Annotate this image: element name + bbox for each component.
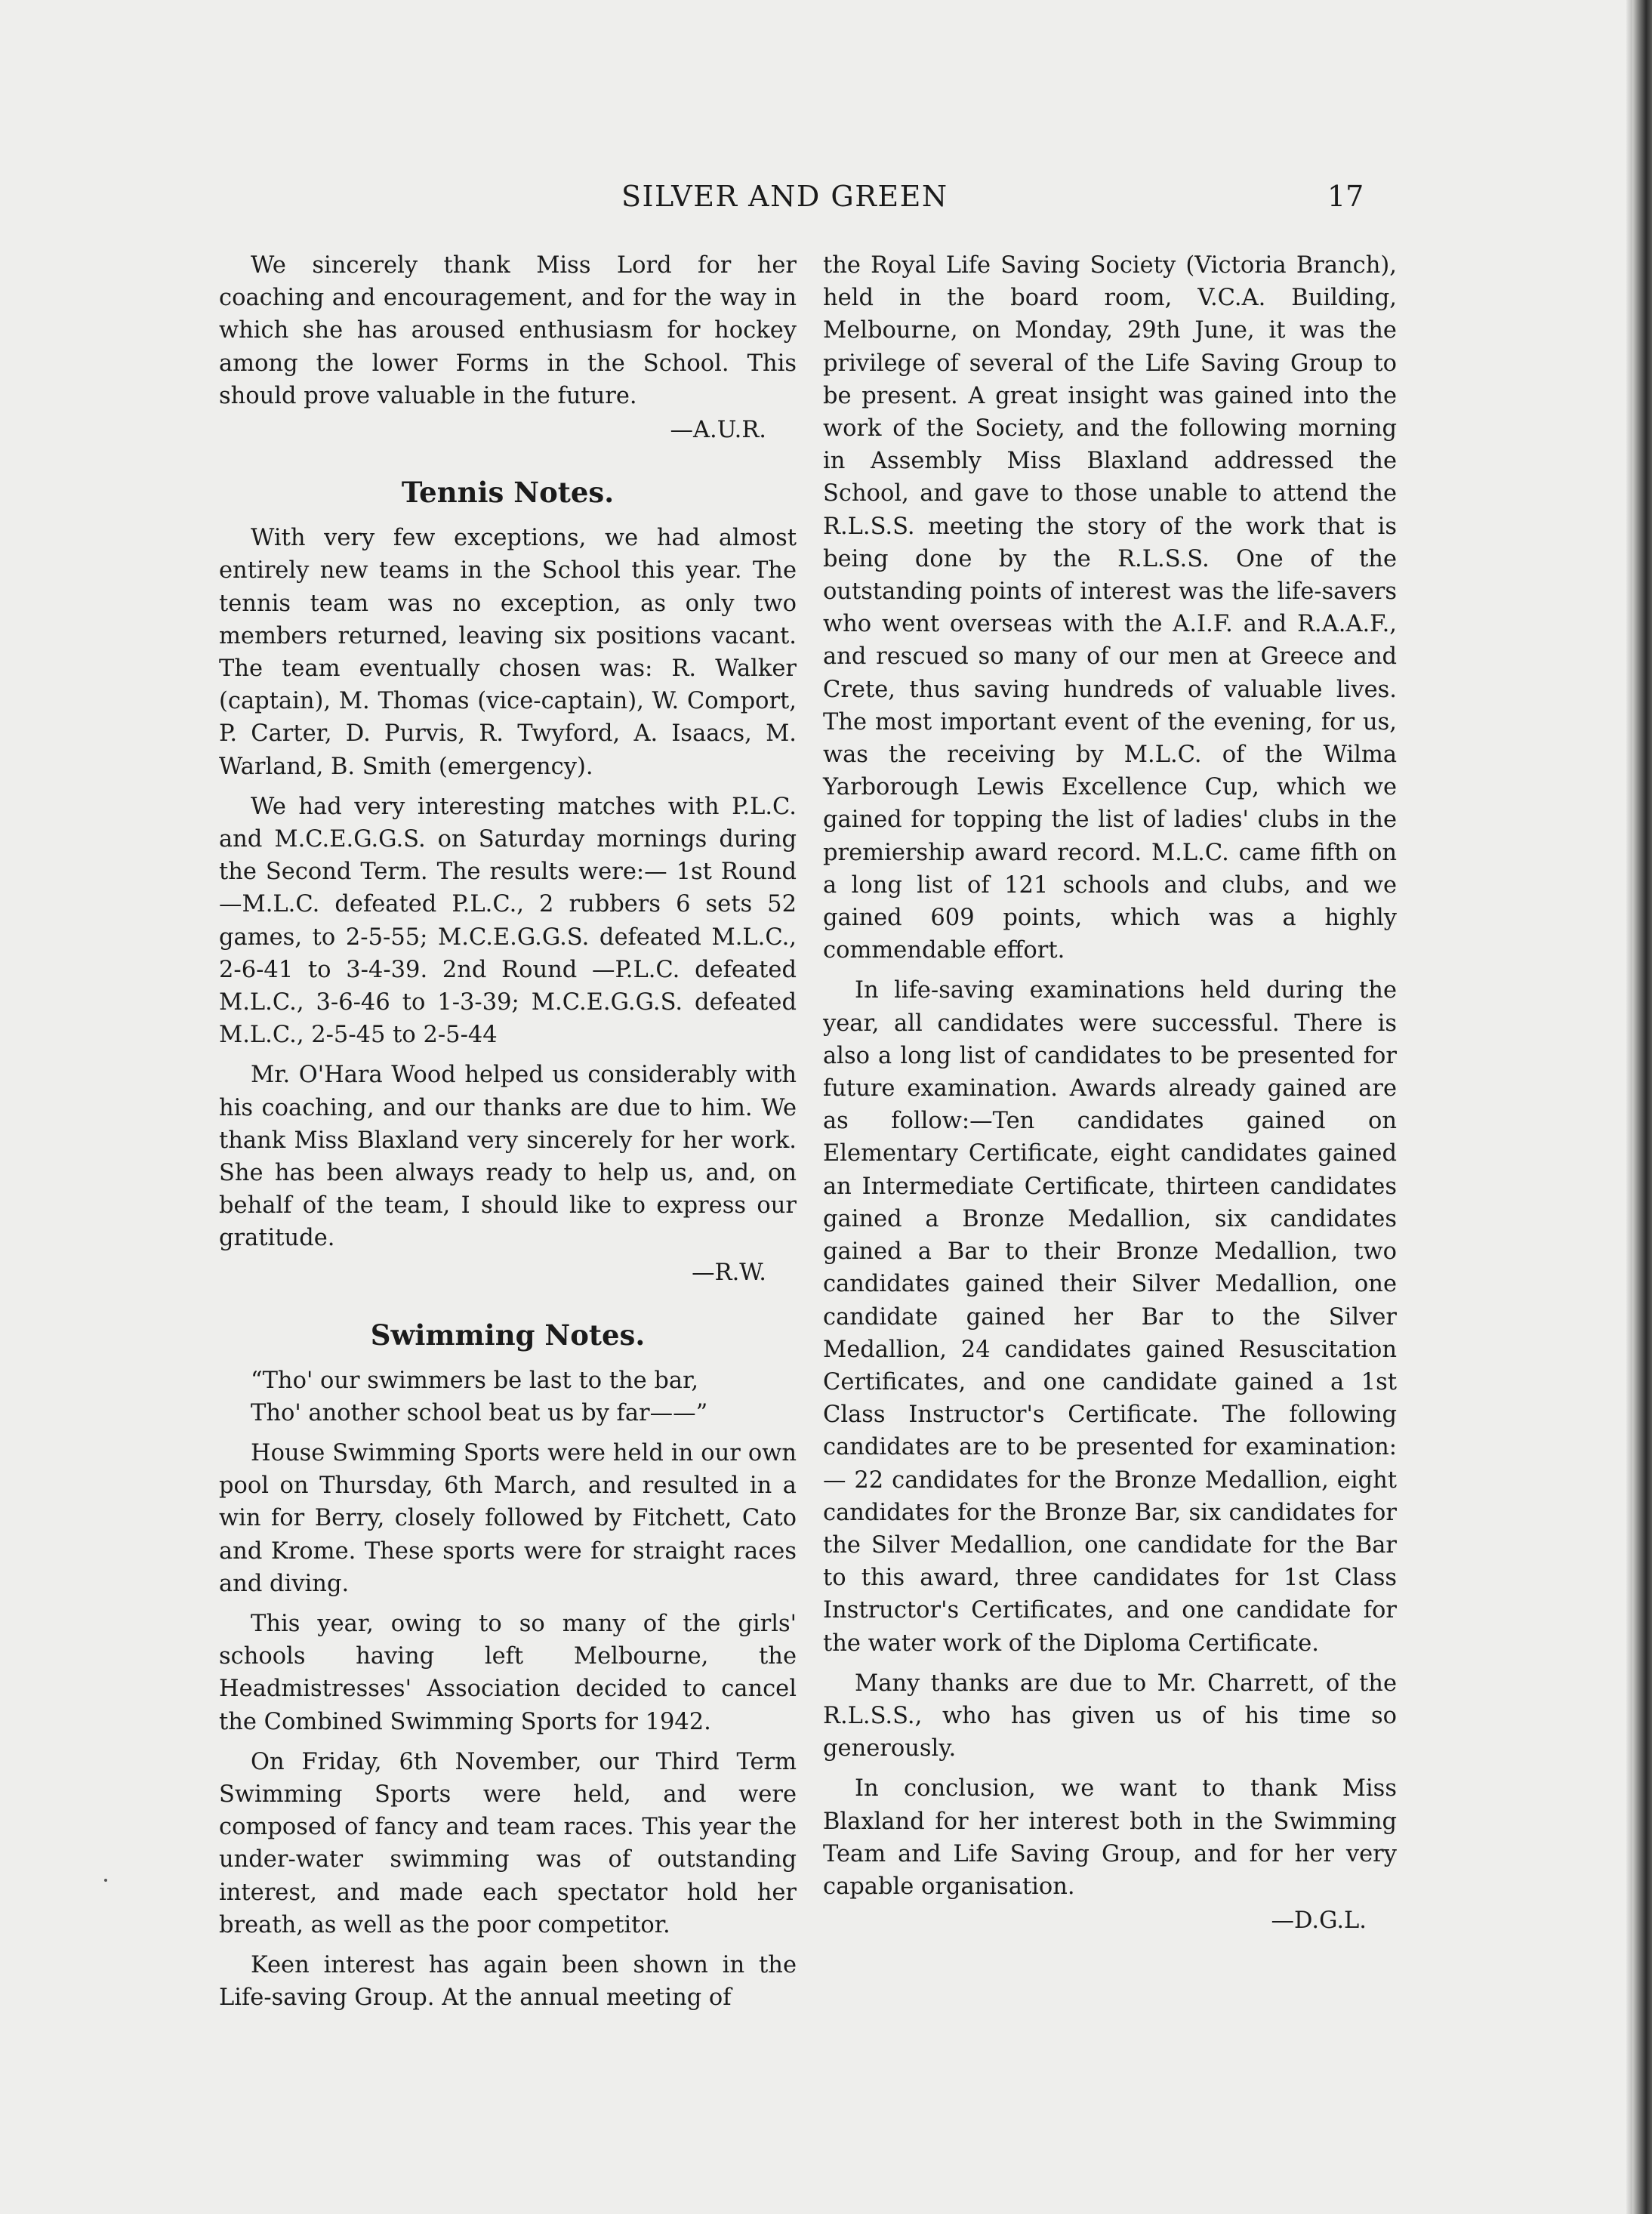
swimming-paragraph-4: Keen interest has again been shown in the Life-saving Group. At the annual meeting of bbox=[219, 1951, 797, 2012]
conclusion-paragraph: In conclusion, we want to thank Miss Blaxland for her interest both in the Swimming Team and Life Saving Group, and for her very capable organisation. bbox=[823, 1775, 1397, 1900]
verse-line-2: Tho' another school beat us by far——” bbox=[251, 1399, 708, 1426]
rlss-paragraph: the Royal Life Saving Society (Victoria Branch), held in the board room, V.C.A. Building, Melbourne, on Monday, 29th June, it was the privilege of several of the Life Saving Group to be present. A great insight was gained into the work of the Society, and the following morning in Assembly Miss Blaxland addressed the School, and gave to those unable to attend the R.L.S.S. meeting the story of the work that is being done by the R.L.S.S. One of the outstanding points of interest was the life-savers who went overseas with the A.I.F. and R.A.A.F., and rescued so many of our men at Greece and Crete, thus saving hundreds of valuable lives. The most important event of the evening, for us, was the receiving by M.L.C. of the Wilma Yarborough Lewis Excellence Cup, which we gained for topping the list of ladies' clubs in the premiership award record. M.L.C. came fifth on a long list of 121 schools and clubs, and we gained 609 points, which was a highly commendable effort. bbox=[823, 252, 1397, 964]
tennis-paragraph-3: Mr. O'Hara Wood helped us considerably with his coaching, and our thanks are due to him. We thank Miss Blaxland very sincerely for her work. She has been always ready to help us, and, on behalf of the team, I should like to express our gratitude. bbox=[219, 1062, 797, 1252]
binding-shadow bbox=[1626, 0, 1632, 2214]
right-column bbox=[823, 249, 1397, 1946]
swimming-heading: Swimming Notes. bbox=[370, 1318, 646, 1352]
thanks-paragraph: Many thanks are due to Mr. Charrett, of the R.L.S.S., who has given us of his time so generously. bbox=[823, 1670, 1397, 1762]
swimming-paragraph-1: House Swimming Sports were held in our own pool on Thursday, 6th March, and resulted in a win for Berry, closely followed by Fitchett, Cato and Krome. These sports were for straight races and diving. bbox=[219, 1439, 797, 1597]
page-number: 17 bbox=[1327, 180, 1364, 213]
swimming-paragraph-3: On Friday, 6th November, our Third Term Swimming Sports were held, and were composed of fancy and team races. This year the under-water swimming was of outstanding interest, and made each spectator hold her breath, as well as the poor competitor. bbox=[219, 1748, 797, 1938]
hockey-paragraph: We sincerely thank Miss Lord for her coaching and encouragement, and for the way in which she has aroused enthusiasm for hockey among the lower Forms in the School. This should prove valuable in the future. bbox=[219, 252, 797, 409]
page-speck bbox=[104, 1879, 107, 1882]
hockey-signature: —A.U.R. bbox=[670, 417, 766, 444]
verse bbox=[251, 1364, 797, 1429]
conclusion-signature: —D.G.L. bbox=[1271, 1907, 1367, 1935]
examinations-paragraph: In life-saving examinations held during the year, all candidates were successful. There is also a long list of candidates to be presented for future examination. Awards already gained are as follow:—Ten candidates gained on Elementary Certificate, eight candidates gained an Intermediate Certificate, thirteen candidates gained a Bronze Medallion, six candidates gained a Bar to their Bronze Medallion, two candidates gained their Silver Medallion, one candidate gained her Bar to the Silver Medallion, 24 candidates gained Resuscitation Certificates, and one candidate gained a 1st Class Instructor's Certificate. The following candidates are to be presented for examination:— 22 candidates for the Bronze Medallion, eight candidates for the Bronze Bar, six candidates for the Silver Medallion, one candidate for the Bar to this award, three candidates for 1st Class Instructor's Certificates, and one candidate for the water work of the Diploma Certificate. bbox=[823, 977, 1397, 1657]
tennis-paragraph-2: We had very interesting matches with P.L.C. and M.C.E.G.G.S. on Saturday mornings during the Second Term. The results were:— 1st Round—M.L.C. defeated P.L.C., 2 rubbers 6 sets 52 games, to 2-5-55; M.C.E.G.G.S. defeated M.L.C., 2-6-41 to 3-4-39. 2nd Round —P.L.C. defeated M.L.C., 3-6-46 to 1-3-39; M.C.E.G.G.S. defeated M.L.C., 2-5-45 to 2-5-44 bbox=[219, 793, 797, 1049]
book-spine bbox=[1632, 0, 1652, 2214]
left-column bbox=[219, 249, 797, 2021]
running-head: SILVER AND GREEN bbox=[621, 180, 948, 213]
tennis-heading: Tennis Notes. bbox=[401, 476, 615, 510]
verse-line-1: “Tho' our swimmers be last to the bar, bbox=[251, 1367, 699, 1394]
tennis-signature: —R.W. bbox=[692, 1259, 766, 1286]
tennis-paragraph-1: With very few exceptions, we had almost entirely new teams in the School this year. The tennis team was no exception, as only two members returned, leaving six positions vacant. The team eventually chosen was: R. Walker (captain), M. Thomas (vice-captain), W. Comport, P. Carter, D. Purvis, R. Twyford, A. Isaacs, M. Warland, B. Smith (emergency). bbox=[219, 525, 797, 780]
swimming-paragraph-2: This year, owing to so many of the girls' schools having left Melbourne, the Headmistresses' Association decided to cancel the Combined Swimming Sports for 1942. bbox=[219, 1610, 797, 1735]
